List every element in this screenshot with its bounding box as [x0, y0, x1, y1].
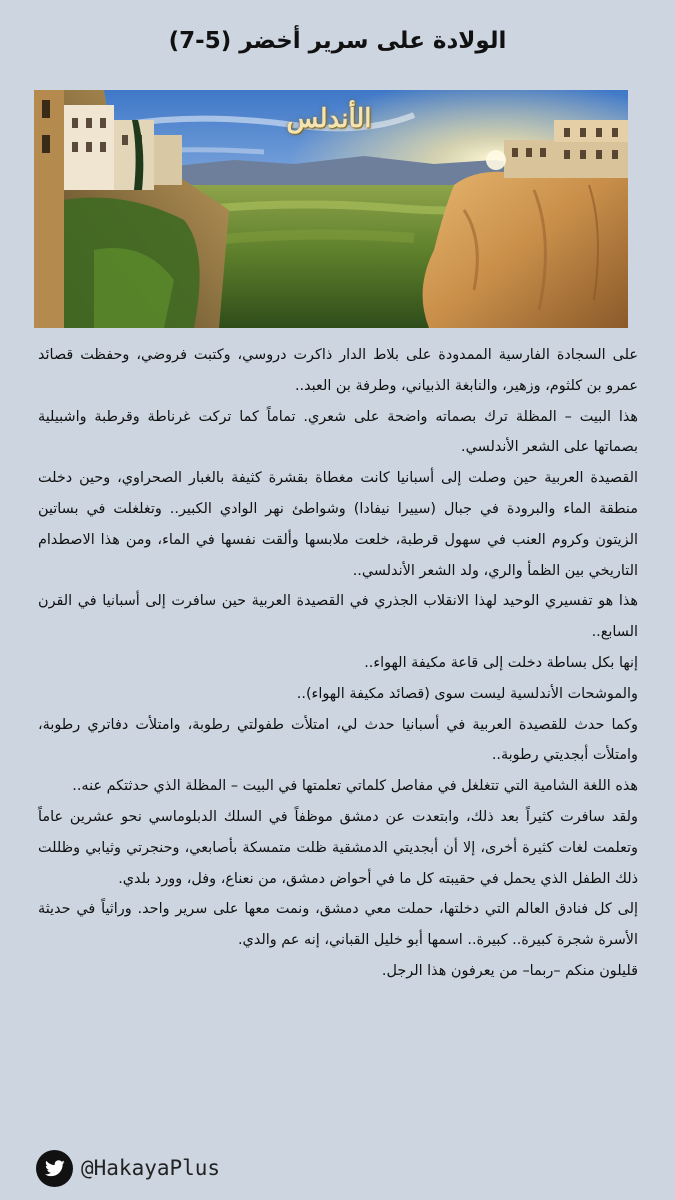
paragraph: إنها بكل بساطة دخلت إلى قاعة مكيفة الهواء..	[364, 654, 638, 671]
paragraph: ولقد سافرت كثيراً بعد ذلك، وابتعدت عن دمشق موظفاً في السلك الدبلوماسي نحو عشرين عاماً وتعلمت لغات كثيرة أخرى، إلا أن أبجديتي الدمشقية ظلت متمسكة بأصابعي، وحنجرتي وثيابي وظللت ذلك الطفل الذي يحمل في حقيبته كل ما في أحواض دمشق، من نعناع، وفل، وورد بلدي.	[38, 808, 638, 887]
paragraph: والموشحات الأندلسية ليست سوى (قصائد مكيفة الهواء)..	[296, 685, 638, 702]
paragraph: وكما حدث للقصيدة العربية في أسبانيا حدث لي، امتلأت طفولتي رطوبة، وامتلأت دفاتري رطوبة، وامتلأت أبجديتي رطوبة..	[38, 716, 638, 764]
document-title: الولادة على سرير أخضر (5-7)	[168, 28, 507, 54]
paragraph: هذه اللغة الشامية التي تتغلغل في مفاصل كلماتي تعلمتها في البيت – المظلة الذي حدثتكم عنه..	[72, 778, 638, 795]
banner-caption: الأندلس	[286, 104, 372, 134]
footer-attribution	[36, 1148, 220, 1188]
twitter-icon[interactable]	[36, 1150, 73, 1187]
paragraph: على السجادة الفارسية الممدودة على بلاط الدار ذاكرت دروسي، وكتبت فروضي، وحفظت قصائد عمرو بن كلثوم، وزهير، والنابغة الذبياني، وطرفة بن العبد..	[38, 347, 638, 394]
twitter-handle[interactable]: @HakayaPlus	[81, 1156, 221, 1180]
paragraph: هذا هو تفسيري الوحيد لهذا الانقلاب الجذري في القصيدة العربية حين سافرت إلى أسبانيا في القرن السابع..	[38, 593, 638, 641]
article-body	[38, 340, 638, 987]
paragraph: هذا البيت – المظلة ترك بصماته واضحة على شعري. تماماً كما تركت غرناطة وقرطبة واشبيلية بصماتها على الشعر الأندلسي.	[38, 408, 638, 456]
paragraph: قليلون منكم –ربما– من يعرفون هذا الرجل.	[381, 962, 638, 979]
banner-image	[34, 90, 628, 328]
paragraph: القصيدة العربية حين وصلت إلى أسبانيا كانت مغطاة بقشرة كثيفة بالغبار الصحراوي، وحين دخلت منطقة الماء والبرودة في جبال (سييرا نيفادا) وشواطئ نهر الوادي الكبير.. وتغلغلت في بساتين الزيتون وكروم العنب في سهول قرطبة، خلعت ملابسها وألقت نفسها في الماء، ومن هذا الاصطدام التاريخي بين الظمأ والري، ولد الشعر الأندلسي..	[38, 470, 638, 579]
paragraph: إلى كل فنادق العالم التي دخلتها، حملت معي دمشق، ونمت معها على سرير واحد. وراثياً في حديثة الأسرة شجرة كبيرة.. كبيرة.. اسمها أبو خليل القباني، إنه عم والدي.	[38, 901, 638, 949]
